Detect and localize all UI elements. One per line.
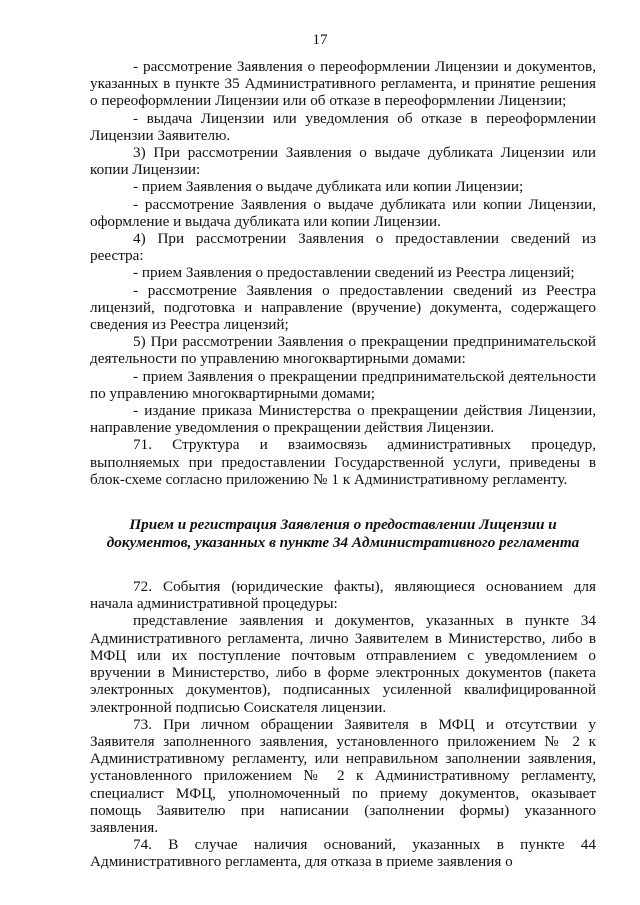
paragraph: 73. При личном обращении Заявителя в МФЦ и отсутствии у Заявителя заполненного заявления, установленного приложением № 2 к Административному регламенту, или неправильном заполнении заявления, установленного приложением № 2 к Административному регламенту, специалист МФЦ, уполномоченный по приему документов, оказывает помощь Заявителю при написании (заполнении формы) указанного заявления. <box>90 715 596 836</box>
paragraph: - рассмотрение Заявления о выдаче дубликата или копии Лицензии, оформление и выдача дубликата или копии Лицензии. <box>90 195 596 230</box>
paragraph: - выдача Лицензии или уведомления об отказе в переоформлении Лицензии Заявителю. <box>90 109 596 144</box>
paragraph: 71. Структура и взаимосвязь административных процедур, выполняемых при предоставлении Государственной услуги, приведены в блок-схеме согласно приложению № 1 к Административному регламенту. <box>90 436 596 488</box>
paragraph: - издание приказа Министерства о прекращении действия Лицензии, направление уведомления о прекращении действия Лицензии. <box>90 402 596 437</box>
paragraph: 74. В случае наличия оснований, указанных в пункте 44 Административного регламента, для отказа в приеме заявления о <box>90 836 596 871</box>
paragraph: - прием Заявления о прекращении предпринимательской деятельности по управлению многоквартирными домами; <box>90 367 596 402</box>
page-number: 17 <box>312 32 328 48</box>
paragraph: - прием Заявления о выдаче дубликата или копии Лицензии; <box>133 178 524 196</box>
paragraph: 4) При рассмотрении Заявления о предоставлении сведений из реестра: <box>90 230 596 265</box>
paragraph: 5) При рассмотрении Заявления о прекращении предпринимательской деятельности по управлению многоквартирными домами: <box>90 333 596 368</box>
section-heading: Прием и регистрация Заявления о предоставлении Лицензии и документов, указанных в пункте 34 Административного регламента <box>106 516 580 552</box>
paragraph: 3) При рассмотрении Заявления о выдаче дубликата Лицензии или копии Лицензии: <box>90 144 596 179</box>
document-body <box>90 58 596 871</box>
paragraph: представление заявления и документов, указанных в пункте 34 Административного регламента, лично Заявителем в Министерство, либо в МФЦ или их поступление почтовым отправлением с уведомлением о вручении в Министерство, либо в форме электронных документов (пакета электронных документов), подписанных усиленной квалифицированной электронной подписью Соискателя лицензии. <box>90 612 596 716</box>
paragraph: - прием Заявления о предоставлении сведений из Реестра лицензий; <box>133 264 575 282</box>
paragraph: 72. События (юридические факты), являющиеся основанием для начала административной процедуры: <box>90 578 596 613</box>
paragraph: - рассмотрение Заявления о переоформлении Лицензии и документов, указанных в пункте 35 Административного регламента, и принятие решения о переоформлении Лицензии или об отказе в переоформлении Лицензии; <box>90 58 596 110</box>
paragraph: - рассмотрение Заявления о предоставлении сведений из Реестра лицензий, подготовка и направление (вручение) документа, содержащего сведения из Реестра лицензий; <box>90 281 596 334</box>
